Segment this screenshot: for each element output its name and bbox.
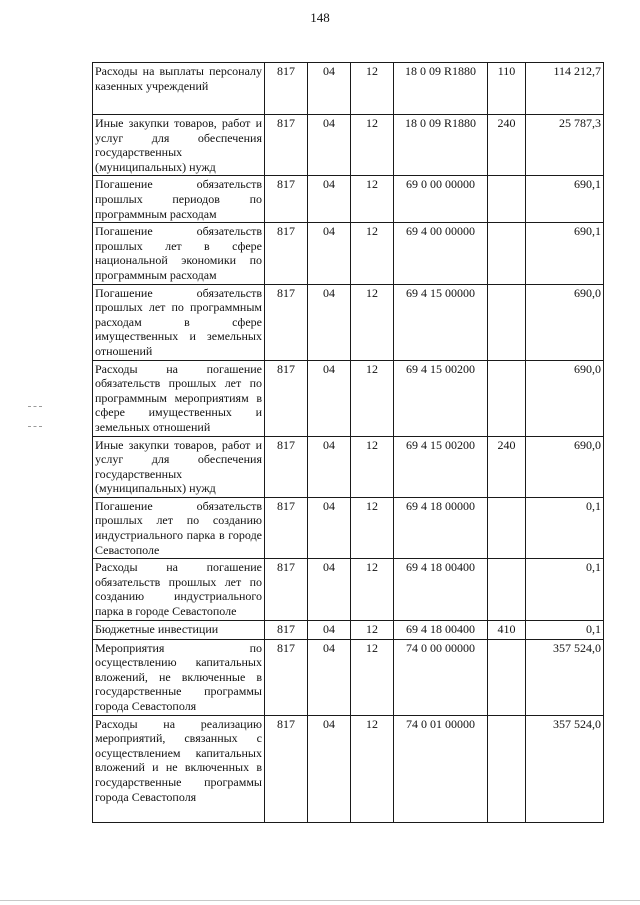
row-name-cell: Расходы на погашение обязательств прошлых лет по созданию индустриального парка в городе Севастополе (93, 559, 265, 620)
row-name-cell: Расходы на реализацию мероприятий, связанных с осуществлением капитальных вложений и не включенных в государственные программы города Севастополя (93, 715, 265, 822)
row-ved-cell: 817 (265, 715, 308, 822)
scan-artifact-mark (28, 406, 42, 408)
row-csr-cell: 74 0 00 00000 (394, 639, 488, 715)
scan-artifact-mark (28, 426, 42, 428)
row-pr-cell: 12 (351, 436, 394, 497)
row-csr-cell: 69 4 15 00200 (394, 436, 488, 497)
row-name-cell: Погашение обязательств прошлых лет по созданию индустриального парка в городе Севастополе (93, 497, 265, 558)
row-rz-cell: 04 (308, 559, 351, 620)
row-pr-cell: 12 (351, 639, 394, 715)
row-sum-cell: 0,1 (526, 559, 604, 620)
row-name-cell: Бюджетные инвестиции (93, 620, 265, 639)
table-row (93, 436, 604, 497)
row-vr-cell (488, 176, 526, 223)
page-bottom-edge (0, 900, 640, 901)
row-pr-cell: 12 (351, 63, 394, 115)
row-name-cell: Погашение обязательств прошлых периодов по программным расходам (93, 176, 265, 223)
row-pr-cell: 12 (351, 559, 394, 620)
table-row (93, 63, 604, 115)
table-row (93, 639, 604, 715)
row-sum-cell: 690,0 (526, 360, 604, 436)
row-rz-cell: 04 (308, 284, 351, 360)
row-vr-cell (488, 497, 526, 558)
row-pr-cell: 12 (351, 620, 394, 639)
row-vr-cell: 240 (488, 115, 526, 176)
row-vr-cell (488, 284, 526, 360)
row-vr-cell: 240 (488, 436, 526, 497)
table-row (93, 360, 604, 436)
row-rz-cell: 04 (308, 497, 351, 558)
table-row (93, 715, 604, 822)
row-rz-cell: 04 (308, 360, 351, 436)
row-csr-cell: 69 4 18 00000 (394, 497, 488, 558)
row-sum-cell: 690,1 (526, 176, 604, 223)
row-rz-cell: 04 (308, 436, 351, 497)
row-ved-cell: 817 (265, 559, 308, 620)
row-ved-cell: 817 (265, 63, 308, 115)
row-name-cell: Иные закупки товаров, работ и услуг для обеспечения государственных (муниципальных) нужд (93, 436, 265, 497)
table-row (93, 223, 604, 284)
row-vr-cell (488, 715, 526, 822)
row-csr-cell: 18 0 09 R1880 (394, 63, 488, 115)
row-vr-cell (488, 360, 526, 436)
row-ved-cell: 817 (265, 639, 308, 715)
row-csr-cell: 74 0 01 00000 (394, 715, 488, 822)
row-rz-cell: 04 (308, 223, 351, 284)
row-rz-cell: 04 (308, 63, 351, 115)
row-name-cell: Мероприятия по осуществлению капитальных вложений, не включенные в государственные программы города Севастополя (93, 639, 265, 715)
table-row (93, 620, 604, 639)
row-name-cell: Расходы на погашение обязательств прошлых лет по программным мероприятиям в сфере имущественных и земельных отношений (93, 360, 265, 436)
row-rz-cell: 04 (308, 115, 351, 176)
row-rz-cell: 04 (308, 715, 351, 822)
row-vr-cell (488, 639, 526, 715)
row-pr-cell: 12 (351, 115, 394, 176)
row-ved-cell: 817 (265, 436, 308, 497)
row-ved-cell: 817 (265, 284, 308, 360)
row-ved-cell: 817 (265, 620, 308, 639)
row-pr-cell: 12 (351, 176, 394, 223)
row-csr-cell: 69 4 18 00400 (394, 559, 488, 620)
row-rz-cell: 04 (308, 639, 351, 715)
row-name-cell: Иные закупки товаров, работ и услуг для обеспечения государственных (муниципальных) нужд (93, 115, 265, 176)
table-row (93, 115, 604, 176)
table-row (93, 284, 604, 360)
page-number: 148 (310, 10, 330, 25)
row-vr-cell: 410 (488, 620, 526, 639)
row-ved-cell: 817 (265, 176, 308, 223)
row-sum-cell: 0,1 (526, 497, 604, 558)
row-vr-cell (488, 223, 526, 284)
row-csr-cell: 69 4 18 00400 (394, 620, 488, 639)
budget-table (92, 62, 604, 823)
row-pr-cell: 12 (351, 223, 394, 284)
row-pr-cell: 12 (351, 284, 394, 360)
row-rz-cell: 04 (308, 176, 351, 223)
row-csr-cell: 69 4 15 00000 (394, 284, 488, 360)
row-vr-cell (488, 559, 526, 620)
row-csr-cell: 18 0 09 R1880 (394, 115, 488, 176)
row-ved-cell: 817 (265, 115, 308, 176)
row-pr-cell: 12 (351, 497, 394, 558)
row-name-cell: Погашение обязательств прошлых лет в сфере национальной экономики по программным расходам (93, 223, 265, 284)
row-sum-cell: 0,1 (526, 620, 604, 639)
row-vr-cell: 110 (488, 63, 526, 115)
row-rz-cell: 04 (308, 620, 351, 639)
row-ved-cell: 817 (265, 223, 308, 284)
row-sum-cell: 25 787,3 (526, 115, 604, 176)
table-row (93, 559, 604, 620)
table-row (93, 497, 604, 558)
budget-table-body (93, 63, 604, 823)
row-csr-cell: 69 0 00 00000 (394, 176, 488, 223)
row-sum-cell: 690,1 (526, 223, 604, 284)
row-pr-cell: 12 (351, 360, 394, 436)
table-row (93, 176, 604, 223)
row-sum-cell: 114 212,7 (526, 63, 604, 115)
row-ved-cell: 817 (265, 360, 308, 436)
row-name-cell: Погашение обязательств прошлых лет по программным расходам в сфере имущественных и земельных отношений (93, 284, 265, 360)
row-pr-cell: 12 (351, 715, 394, 822)
row-ved-cell: 817 (265, 497, 308, 558)
row-sum-cell: 357 524,0 (526, 715, 604, 822)
row-sum-cell: 690,0 (526, 284, 604, 360)
row-sum-cell: 357 524,0 (526, 639, 604, 715)
row-csr-cell: 69 4 15 00200 (394, 360, 488, 436)
row-name-cell: Расходы на выплаты персоналу казенных учреждений (93, 63, 265, 115)
row-csr-cell: 69 4 00 00000 (394, 223, 488, 284)
row-sum-cell: 690,0 (526, 436, 604, 497)
